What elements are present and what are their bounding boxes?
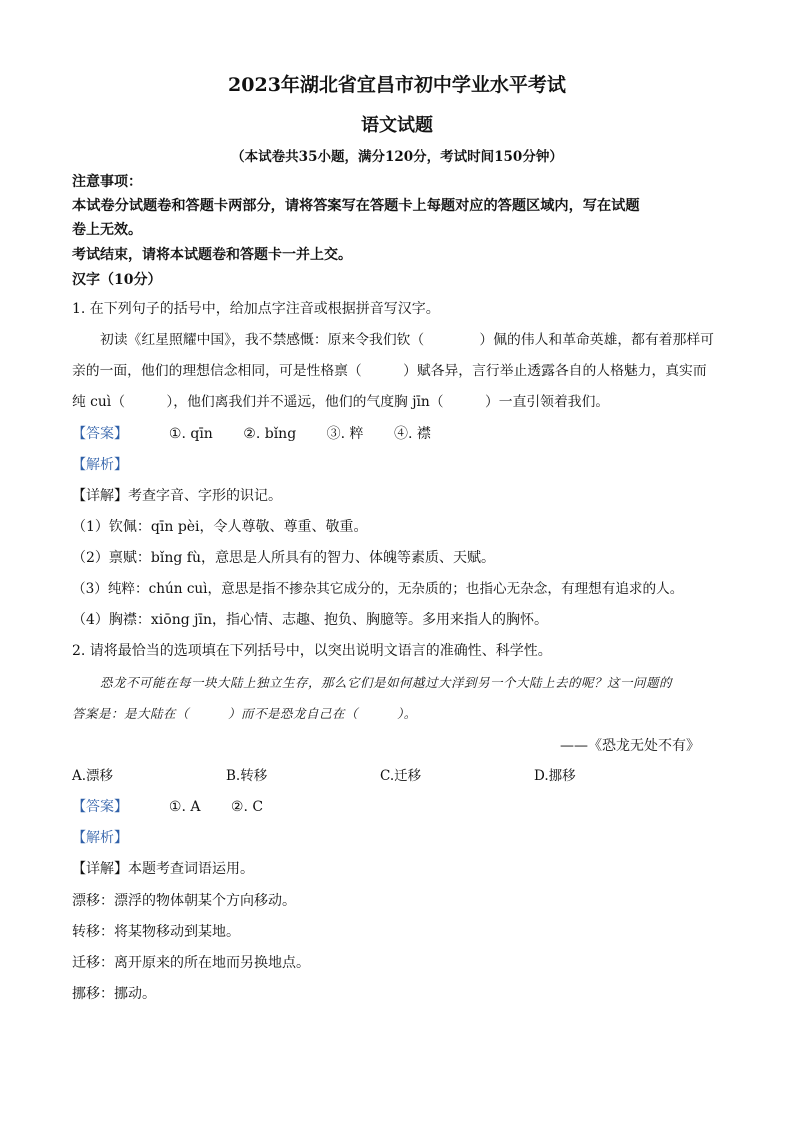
q2-stem: 2. 请将最恰当的选项填在下列括号中，以突出说明文语言的准确性、科学性。 (72, 643, 552, 659)
notice-line-3: 考试结束，请将本试题卷和答题卡一并上交。 (72, 247, 352, 263)
notice-line-1: 本试卷分试题卷和答题卡两部分，请将答案写在答题卡上每题对应的答题区域内，写在试题 (72, 198, 640, 214)
notice-line-2: 卷上无效。 (72, 222, 142, 238)
q1-explain-2: （2）禀赋：bǐng fù，意思是人所具有的智力、体魄等素质、天赋。 (72, 550, 495, 566)
q2-option-c: C.迁移 (380, 768, 422, 784)
answer-label: 【答案】 (72, 426, 128, 442)
q2-quote-line-2: 答案是：是大陆在（ ）而不是恐龙自己在（ ）。 (72, 706, 417, 721)
q1-passage-line-3: 纯 cuì（ ），他们离我们并不遥远，他们的气度胸 jīn（ ）一直引领着我们。 (72, 394, 610, 410)
q2-quote-source: ——《恐龙无处不有》 (560, 738, 700, 754)
section-heading: 汉字（10分） (72, 272, 162, 288)
q1-explain-3: （3）纯粹：chún cuì，意思是指不掺杂其它成分的，无杂质的；也指心无杂念，有理想有追求的人。 (72, 581, 684, 597)
q2-def-3: 迁移：离开原来的所在地而另换地点。 (72, 955, 310, 971)
q1-passage-line-1: 初读《红星照耀中国》，我不禁感慨：原来令我们钦（ ）佩的伟人和革命英雄，都有着那样可 (100, 332, 714, 348)
q1-answer-2: ②. bǐng (243, 426, 297, 442)
q1-detail: 【详解】考查字音、字形的识记。 (72, 488, 282, 504)
q1-passage-line-2: 亲的一面，他们的理想信念相同，可是性格禀（ ）赋各异，言行举止透露各自的人格魅力，真实而 (72, 363, 707, 379)
q2-answer-2: ②. C (230, 799, 264, 815)
analysis-label: 【解析】 (72, 457, 128, 473)
q2-def-1: 漂移：漂浮的物体朝某个方向移动。 (72, 893, 296, 909)
q2-detail: 【详解】本题考查词语运用。 (72, 861, 254, 877)
q2-option-b: B.转移 (226, 768, 268, 784)
exam-note: （本试卷共35小题，满分120分，考试时间150分钟） (231, 149, 563, 165)
q1-explain-4: （4）胸襟：xiōng jīn，指心情、志趣、抱负、胸臆等。多用来指人的胸怀。 (72, 612, 548, 628)
q2-option-d: D.挪移 (534, 768, 576, 784)
q2-quote-line-1: 恐龙不可能在每一块大陆上独立生存，那么它们是如何越过大洋到另一个大陆上去的呢？这一问题的 (100, 675, 673, 690)
analysis-label: 【解析】 (72, 830, 128, 846)
exam-subtitle: 语文试题 (361, 115, 433, 136)
q1-answer-4: ④. 襟 (393, 426, 431, 442)
q2-option-a: A.漂移 (72, 768, 114, 784)
q2-answer-1: ①. A (168, 799, 201, 815)
q1-answer-1: ①. qīn (168, 426, 213, 442)
q2-def-2: 转移：将某物移动到某地。 (72, 924, 240, 940)
q1-answer-3: ③. 粹 (326, 426, 364, 442)
q1-answer-row (72, 424, 457, 444)
q2-def-4: 挪移：挪动。 (72, 986, 156, 1002)
exam-title: 2023年湖北省宜昌市初中学业水平考试 (228, 74, 566, 96)
q1-explain-1: （1）钦佩：qīn pèi，令人尊敬、尊重、敬重。 (72, 519, 368, 535)
q1-stem: 1. 在下列句子的括号中，给加点字注音或根据拼音写汉字。 (72, 301, 440, 317)
notice-heading: 注意事项： (72, 174, 142, 190)
answer-label: 【答案】 (72, 799, 128, 815)
q2-answer-row (72, 797, 289, 817)
